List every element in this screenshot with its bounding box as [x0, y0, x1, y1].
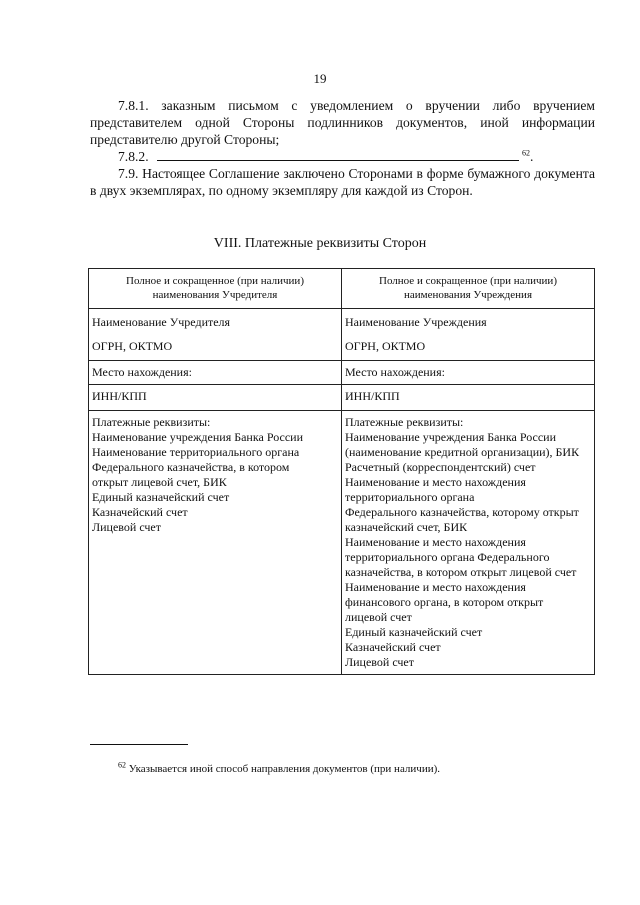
institution-payment-line: Наименование и место нахождения: [345, 475, 526, 489]
paragraphs: [90, 97, 595, 199]
footnote-separator: [90, 744, 188, 745]
header-institution-line: наименования Учреждения: [403, 289, 532, 301]
institution-payment-line: лицевой счет: [345, 610, 412, 624]
institution-payment-line: Наименование учреждения Банка России: [345, 430, 556, 444]
header-founder: [89, 269, 342, 309]
institution-payment-line: казначейский счет, БИК: [345, 520, 468, 534]
cell-institution-name: [342, 309, 595, 361]
header-founder-line: наименования Учредителя: [152, 289, 278, 301]
institution-payment-line: территориального органа Федерального: [345, 550, 550, 564]
institution-payment-line: казначейства, в котором открыт лицевой счет: [345, 565, 577, 579]
institution-payment-line: Казначейский счет: [345, 640, 441, 654]
paragraph-7-8-2-end: .: [530, 149, 534, 164]
institution-payment-line: Платежные реквизиты:: [345, 415, 464, 429]
header-institution-line: Полное и сокращенное (при наличии): [379, 275, 557, 287]
payment-details-table: [88, 268, 595, 675]
footnote: [118, 760, 441, 775]
institution-payment-line: Расчетный (корреспондентский) счет: [345, 460, 536, 474]
founder-payment-line: Лицевой счет: [92, 520, 162, 534]
header-institution: [342, 269, 595, 309]
institution-payment-line: финансового органа, в котором открыт: [345, 595, 544, 609]
institution-payment-line: Наименование и место нахождения: [345, 580, 526, 594]
founder-payment-details: [89, 411, 342, 675]
founder-location: Место нахождения:: [89, 361, 342, 385]
institution-payment-line: Федерального казначейства, которому открыт: [345, 505, 579, 519]
institution-payment-details: [342, 411, 595, 675]
founder-payment-line: Федерального казначейства, в котором: [92, 460, 290, 474]
paragraph-7-8-2-label: 7.8.2.: [118, 149, 149, 164]
institution-location: Место нахождения:: [342, 361, 595, 385]
institution-payment-line: Наименование и место нахождения: [345, 535, 526, 549]
paragraph-7-8-2: [90, 148, 595, 165]
founder-ogrn: ОГРН, ОКТМО: [92, 339, 173, 353]
table-row: [89, 361, 595, 385]
blank-fill-line: [157, 148, 519, 161]
founder-payment-line: Казначейский счет: [92, 505, 188, 519]
institution-payment-line: Единый казначейский счет: [345, 625, 483, 639]
founder-inn: ИНН/КПП: [89, 385, 342, 411]
footnote-number: 62: [118, 760, 126, 770]
institution-inn: ИНН/КПП: [342, 385, 595, 411]
founder-payment-line: Единый казначейский счет: [92, 490, 230, 504]
founder-payment-line: открыт лицевой счет, БИК: [92, 475, 227, 489]
founder-payment-line: Наименование территориального органа: [92, 445, 300, 459]
founder-name: Наименование Учредителя: [92, 315, 231, 329]
footnote-ref: 62: [522, 148, 530, 158]
founder-payment-line: Платежные реквизиты:: [92, 415, 211, 429]
section-title: VIII. Платежные реквизиты Сторон: [213, 236, 427, 251]
institution-payment-line: Лицевой счет: [345, 655, 415, 669]
institution-payment-line: (наименование кредитной организации), БИК: [345, 445, 580, 459]
paragraph-7-9: 7.9. Настоящее Соглашение заключено Сторонами в форме бумажного документа в двух экземплярах, по одному экземпляру для каждой из Сторон.: [90, 166, 595, 198]
table-row: [89, 309, 595, 361]
footnote-text: Указывается иной способ направления документов (при наличии).: [128, 763, 441, 775]
table-row: [89, 411, 595, 675]
header-founder-line: Полное и сокращенное (при наличии): [126, 275, 304, 287]
table-header-row: [89, 269, 595, 309]
institution-payment-line: территориального органа: [345, 490, 475, 504]
founder-payment-line: Наименование учреждения Банка России: [92, 430, 303, 444]
page-number: 19: [313, 71, 327, 86]
paragraph-7-8-1: 7.8.1. заказным письмом с уведомлением о вручении либо вручением представителем одной Стороны подлинников документов, иной информации представителю другой Стороны;: [90, 98, 595, 147]
institution-ogrn: ОГРН, ОКТМО: [345, 339, 426, 353]
table-row: [89, 385, 595, 411]
institution-name: Наименование Учреждения: [345, 315, 487, 329]
cell-founder-name: [89, 309, 342, 361]
